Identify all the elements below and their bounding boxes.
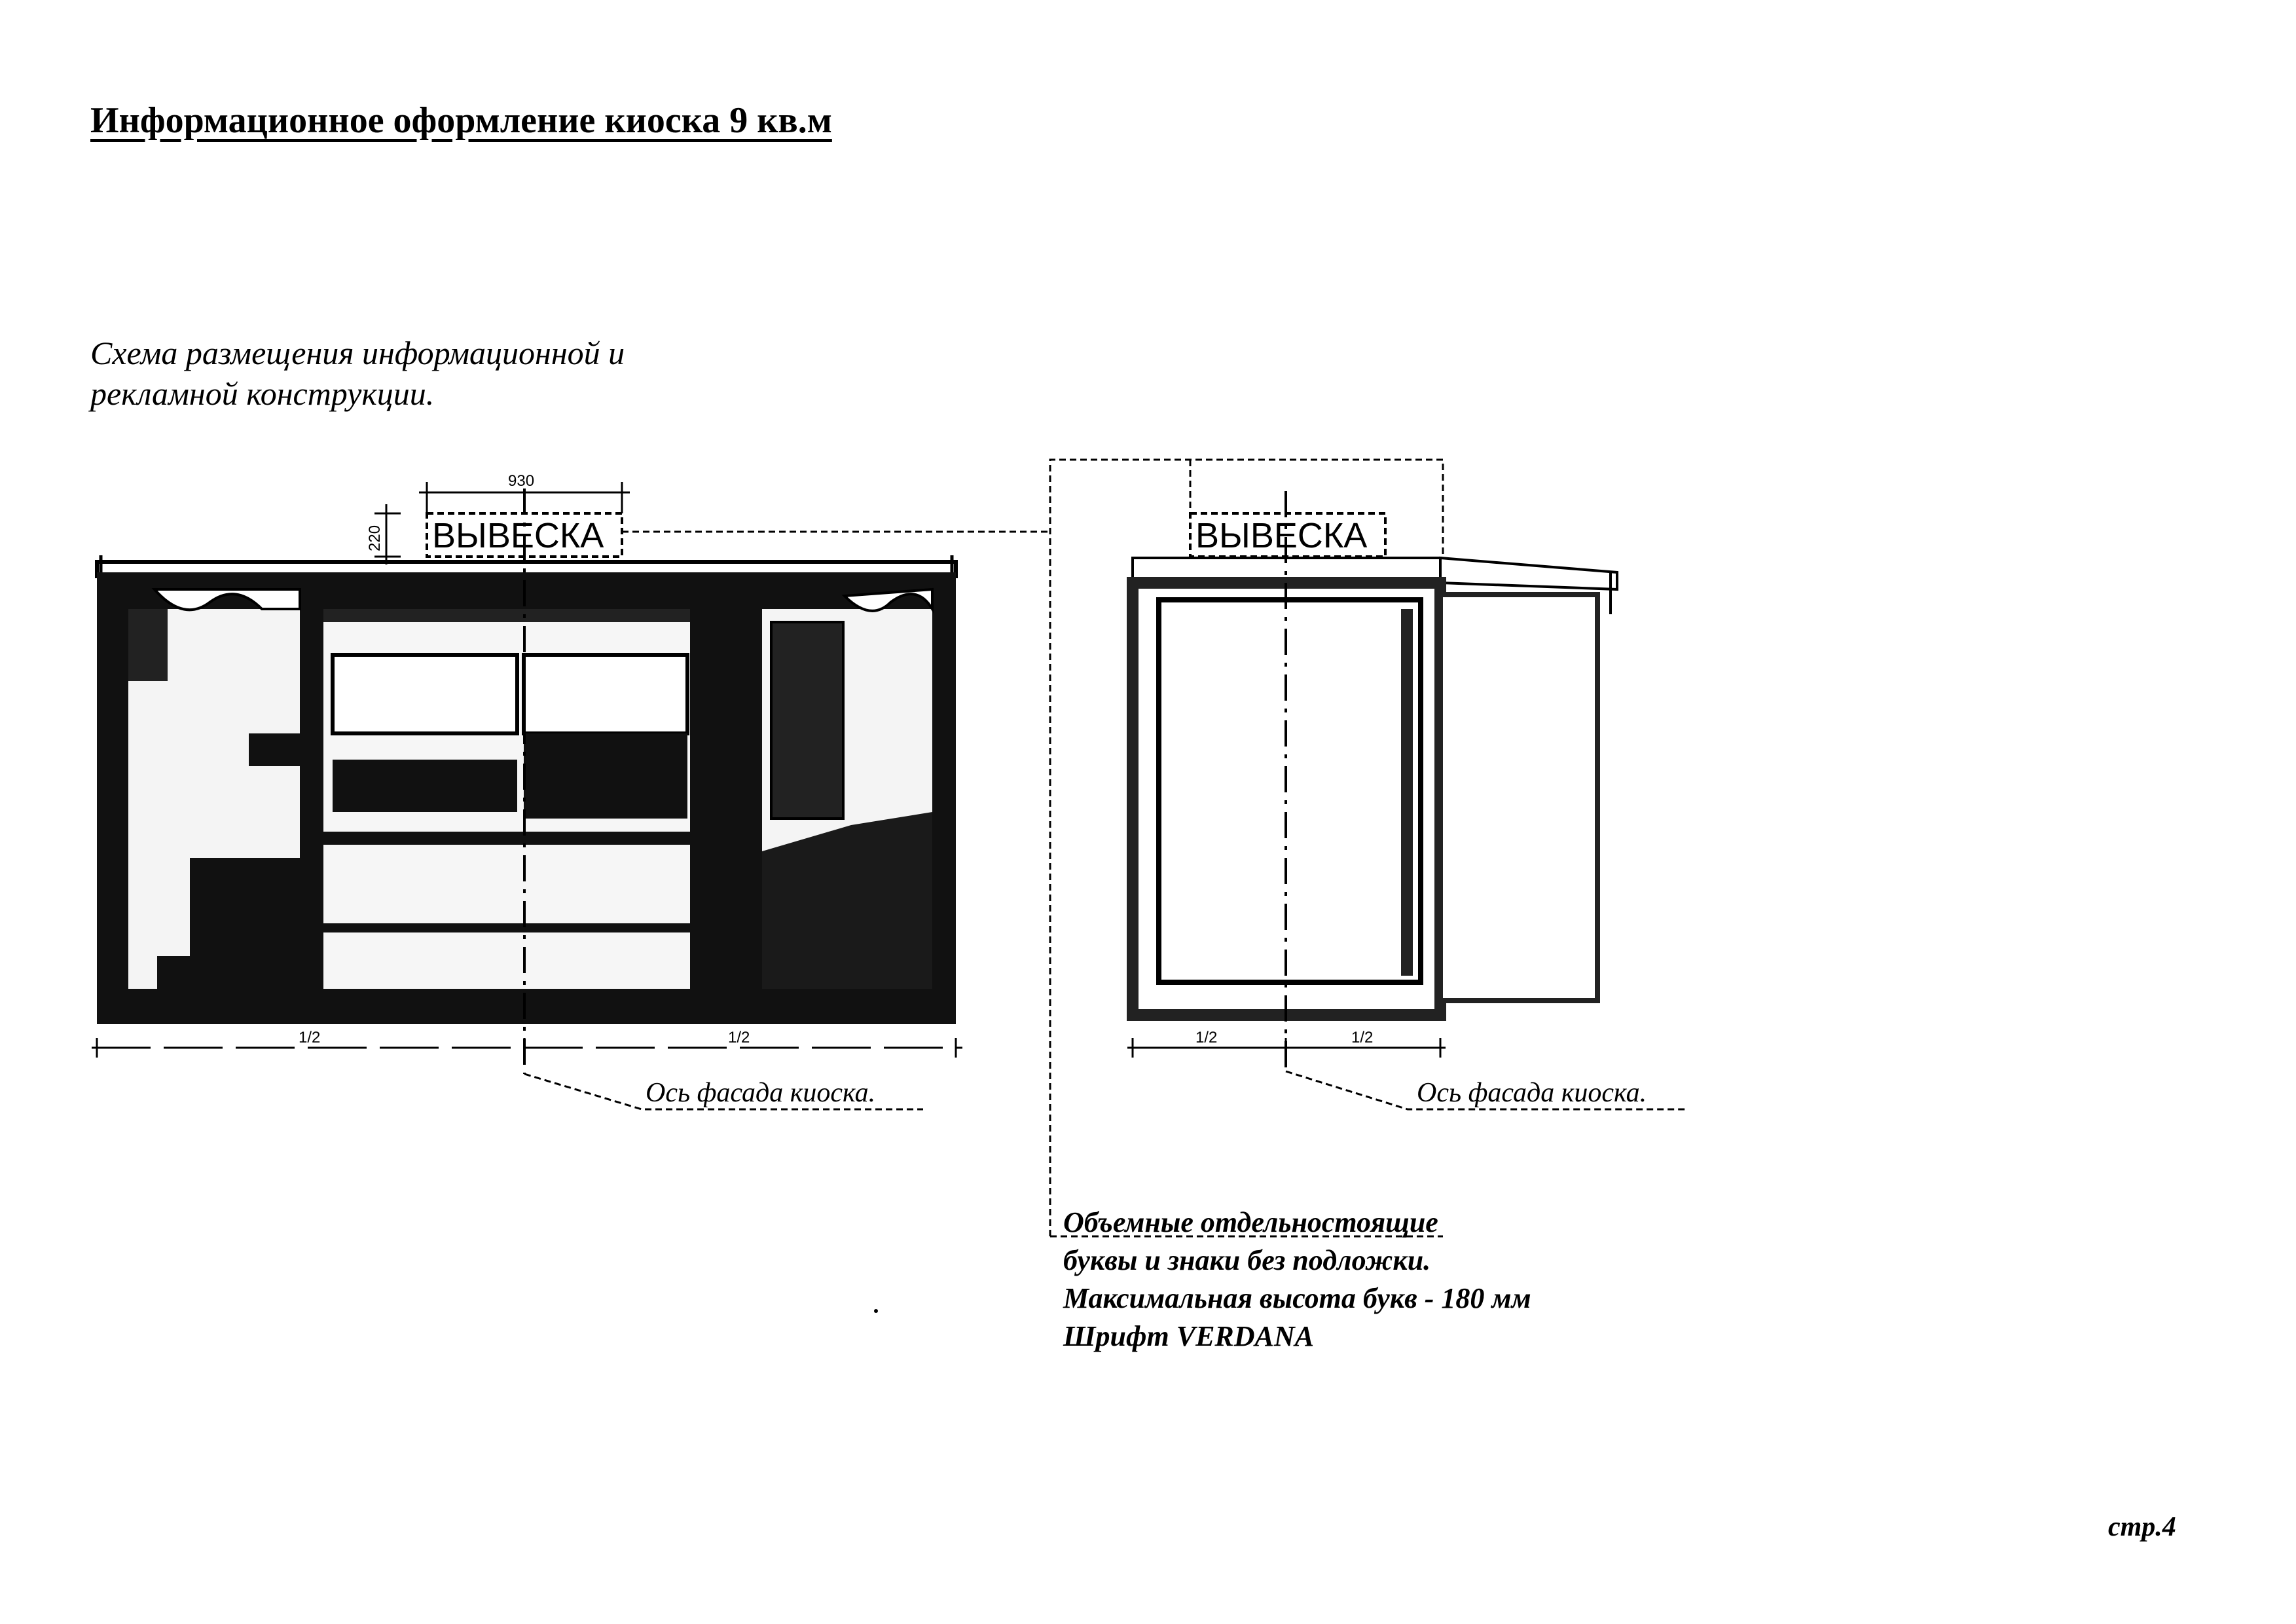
stray-dot	[874, 1309, 878, 1313]
side-axis-label: Ось фасада киоска.	[1417, 1078, 1647, 1108]
front-center-top-beam	[323, 609, 690, 622]
front-axis-callout	[524, 1074, 923, 1109]
front-right-case	[771, 622, 843, 819]
page-title: Информационное оформление киоска 9 кв.м	[90, 100, 832, 141]
front-center-stripe	[323, 832, 690, 845]
front-left-block-2	[249, 733, 300, 766]
scheme-caption-line-2: рекламной конструкции.	[90, 375, 435, 412]
front-center-sash-left	[333, 655, 517, 733]
front-axis-label: Ось фасада киоска.	[646, 1078, 876, 1108]
side-dark-strip	[1401, 609, 1413, 976]
lettering-note-line-2: буквы и знаки без подложки.	[1063, 1244, 1431, 1276]
side-axis-callout	[1286, 1071, 1685, 1109]
kiosk-side-view	[1133, 558, 1617, 1015]
side-half-left: 1/2	[1195, 1029, 1218, 1046]
front-left-block-1	[128, 609, 168, 681]
side-half-right: 1/2	[1351, 1029, 1374, 1046]
front-base	[97, 989, 956, 1024]
front-center-sash-right	[524, 655, 687, 733]
lettering-note-line-3: Максимальная высота букв - 180 мм	[1063, 1282, 1531, 1314]
front-sign-text: ВЫВЕСКА	[432, 516, 604, 555]
front-left-block-4	[157, 956, 223, 989]
front-center-pillar	[694, 609, 729, 825]
side-inner-door	[1159, 600, 1421, 982]
side-door-panel	[1440, 595, 1597, 1001]
dim-height	[366, 504, 401, 564]
lettering-note-line-4: Шрифт VERDANA	[1063, 1320, 1315, 1352]
dim-width-value: 930	[508, 472, 535, 490]
page-number: стр.4	[2108, 1512, 2176, 1542]
side-canopy	[1440, 558, 1617, 589]
dim-height-value: 220	[366, 525, 384, 551]
front-center-dark-2	[524, 733, 687, 819]
lettering-note	[1063, 1204, 1531, 1356]
side-sign-text: ВЫВЕСКА	[1195, 516, 1368, 555]
scheme-caption-line-1: Схема размещения информационной и	[90, 335, 625, 371]
front-half-right: 1/2	[728, 1029, 750, 1046]
front-bottom-dimension	[92, 1029, 962, 1058]
kiosk-front-view	[97, 555, 956, 1024]
side-sign	[1190, 513, 1385, 557]
front-center-dark-1	[333, 760, 517, 812]
front-center-lower-bar	[323, 923, 690, 932]
lettering-note-line-1: Объемные отдельностоящие	[1063, 1206, 1438, 1238]
front-half-left: 1/2	[299, 1029, 321, 1046]
